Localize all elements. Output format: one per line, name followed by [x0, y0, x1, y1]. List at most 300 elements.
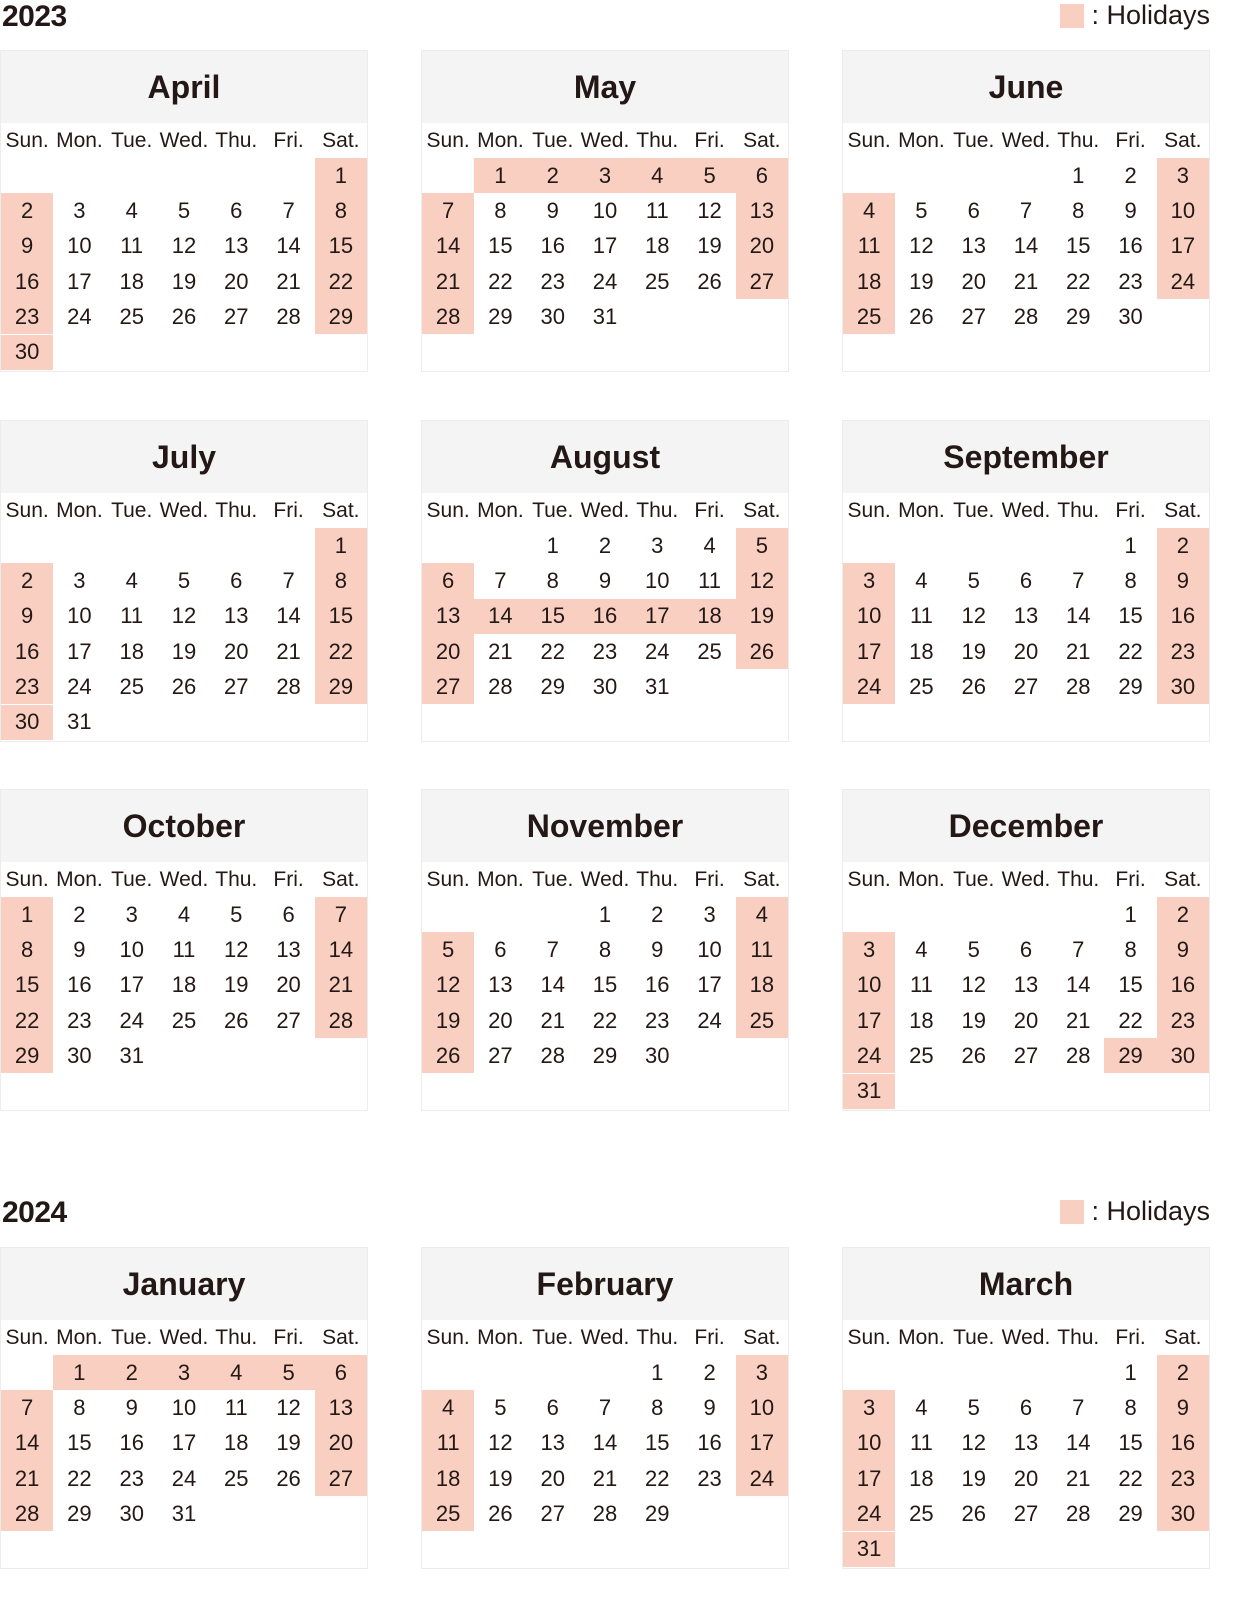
day-cell: 6 [1019, 567, 1033, 593]
day-cell: 5 [494, 1394, 507, 1420]
holiday-day-cell: 2 [106, 1355, 158, 1390]
weekday-label: Tue. [111, 128, 153, 152]
weekday-label: Sat. [743, 498, 781, 522]
weekday-label: Thu. [636, 128, 679, 152]
weekday-label: Fri. [273, 128, 304, 152]
day-cell: 11 [645, 197, 669, 223]
holiday-legend-2024 [1060, 1196, 1210, 1227]
weekday-label: Thu. [215, 498, 258, 522]
day-cell: 21 [276, 268, 301, 294]
day-cell: 3 [73, 567, 86, 593]
weekday-label: Wed. [1001, 128, 1051, 152]
weekday-label: Mon. [898, 867, 945, 891]
holiday-day-cell: 23 [1157, 634, 1209, 669]
holiday-day-cell: 10 [736, 1390, 788, 1425]
day-cell: 7 [1072, 936, 1085, 962]
day-cell: 7 [282, 197, 295, 223]
weekday-label: Tue. [532, 867, 574, 891]
day-cell: 11 [910, 1430, 933, 1456]
day-cell: 17 [119, 972, 144, 998]
day-cell: 3 [651, 532, 664, 558]
day-cell: 6 [230, 567, 243, 593]
weekday-label: Sun. [847, 498, 891, 522]
day-cell: 10 [697, 936, 722, 962]
weekday-label: Wed. [159, 498, 209, 522]
holiday-day-cell: 6 [315, 1355, 367, 1390]
weekday-label: Sat. [743, 128, 781, 152]
holiday-day-cell: 30 [1157, 669, 1209, 704]
holiday-day-cell: 4 [631, 158, 683, 193]
holiday-day-cell: 18 [843, 264, 895, 299]
holiday-day-cell: 29 [1, 1038, 53, 1073]
day-cell: 12 [961, 1430, 986, 1456]
day-cell: 1 [651, 1359, 664, 1385]
holiday-day-cell: 30 [1157, 1038, 1209, 1073]
day-cell: 21 [540, 1007, 565, 1033]
holiday-day-cell: 18 [683, 599, 735, 634]
holiday-day-cell: 21 [315, 968, 367, 1003]
day-cell: 5 [230, 901, 243, 927]
day-cell: 4 [915, 567, 928, 593]
month-january-2024 [0, 1247, 368, 1569]
month-title: February [422, 1248, 788, 1320]
day-cell: 18 [909, 638, 934, 664]
month-december-2023 [842, 789, 1210, 1111]
holiday-day-cell: 12 [422, 968, 474, 1003]
weekday-label: Sun. [426, 498, 470, 522]
day-cell: 15 [1118, 1430, 1143, 1456]
holiday-day-cell: 17 [631, 599, 683, 634]
month-title: April [1, 51, 367, 123]
holiday-day-cell: 13 [422, 599, 474, 634]
day-cell: 27 [1013, 673, 1039, 699]
day-cell: 1 [1072, 162, 1085, 188]
holiday-day-cell: 11 [736, 932, 788, 967]
day-cell: 25 [697, 638, 722, 664]
day-cell: 28 [1066, 673, 1091, 699]
day-cell: 27 [276, 1007, 301, 1033]
day-cell: 29 [1118, 673, 1143, 699]
holiday-day-cell: 9 [1157, 1390, 1209, 1425]
day-cell: 13 [224, 233, 249, 259]
holiday-day-cell: 29 [315, 299, 367, 334]
weekday-label: Sun. [847, 128, 891, 152]
weekday-label: Wed. [1001, 1325, 1051, 1349]
holiday-day-cell: 2 [1157, 897, 1209, 932]
holiday-day-cell: 3 [579, 158, 631, 193]
weekday-label: Wed. [580, 498, 630, 522]
day-cell: 30 [645, 1042, 670, 1068]
day-cell: 24 [592, 268, 618, 294]
day-cell: 7 [282, 567, 295, 593]
holiday-day-cell: 20 [315, 1426, 367, 1461]
day-cell: 29 [67, 1500, 92, 1526]
day-cell: 6 [1019, 1394, 1033, 1420]
day-cell: 11 [120, 233, 144, 259]
day-cell: 23 [592, 638, 618, 664]
day-cell: 25 [224, 1465, 249, 1491]
day-cell: 17 [171, 1430, 197, 1456]
day-cell: 7 [494, 567, 507, 593]
holiday-swatch [1060, 1200, 1084, 1224]
day-cell: 27 [540, 1500, 565, 1526]
day-cell: 9 [651, 936, 664, 962]
holiday-day-cell: 22 [315, 634, 367, 669]
weekday-header [422, 493, 788, 528]
holiday-day-cell: 24 [1157, 264, 1209, 299]
weekday-label: Sun. [5, 1325, 49, 1349]
holiday-day-cell: 19 [422, 1003, 474, 1038]
year-label-2023: 2023 [2, 0, 67, 33]
holiday-day-cell: 1 [1, 897, 53, 932]
weekday-label: Sun. [5, 867, 49, 891]
holiday-legend-2023 [1060, 0, 1210, 31]
holiday-day-cell: 10 [843, 968, 895, 1003]
day-cell: 28 [1066, 1042, 1091, 1068]
day-cell: 10 [119, 936, 144, 962]
month-title: January [1, 1248, 367, 1320]
weekday-label: Wed. [159, 128, 209, 152]
holiday-day-cell: 18 [736, 968, 788, 1003]
day-cell: 1 [546, 532, 559, 558]
day-cell: 27 [1013, 1042, 1039, 1068]
weekday-label: Mon. [477, 498, 524, 522]
day-cell: 20 [961, 268, 986, 294]
day-cell: 13 [961, 233, 986, 259]
day-cell: 10 [67, 603, 92, 629]
weekday-label: Wed. [159, 867, 209, 891]
day-cell: 30 [67, 1042, 92, 1068]
holiday-day-cell: 24 [843, 669, 895, 704]
holiday-legend-label: : Holidays [1091, 0, 1210, 30]
holiday-day-cell: 8 [315, 563, 367, 598]
day-cell: 23 [697, 1465, 722, 1491]
day-cell: 16 [67, 972, 92, 998]
day-cell: 22 [645, 1465, 670, 1491]
day-cell: 21 [1066, 638, 1091, 664]
weekday-label: Fri. [1115, 1325, 1146, 1349]
holiday-day-cell: 3 [736, 1355, 788, 1390]
day-cell: 27 [961, 303, 986, 329]
weekday-label: Tue. [111, 1325, 153, 1349]
day-cell: 13 [540, 1430, 565, 1456]
day-cell: 7 [1072, 1394, 1085, 1420]
day-cell: 28 [276, 673, 301, 699]
holiday-day-cell: 18 [422, 1461, 474, 1496]
weekday-label: Tue. [111, 498, 153, 522]
holiday-day-cell: 10 [843, 599, 895, 634]
holiday-day-cell: 15 [315, 599, 367, 634]
weekday-label: Fri. [1115, 867, 1146, 891]
weekday-label: Mon. [56, 867, 103, 891]
day-cell: 5 [177, 567, 191, 593]
day-cell: 7 [598, 1394, 612, 1420]
weekday-label: Mon. [477, 1325, 524, 1349]
weekday-label: Tue. [953, 128, 995, 152]
day-cell: 14 [1013, 233, 1039, 259]
day-cell: 12 [697, 197, 722, 223]
holiday-day-cell: 9 [1157, 563, 1209, 598]
weekday-label: Tue. [953, 498, 995, 522]
weekday-label: Wed. [580, 128, 630, 152]
holiday-day-cell: 4 [843, 193, 895, 228]
day-cell: 9 [546, 197, 559, 223]
day-cell: 15 [1066, 233, 1091, 259]
day-cell: 22 [592, 1007, 618, 1033]
day-cell: 9 [73, 936, 86, 962]
weekday-label: Sun. [426, 128, 470, 152]
holiday-day-cell: 25 [843, 299, 895, 334]
weekday-label: Sat. [322, 1325, 360, 1349]
day-cell: 25 [119, 673, 144, 699]
weekday-label: Fri. [1115, 498, 1146, 522]
holiday-day-cell: 1 [53, 1355, 105, 1390]
weekday-label: Tue. [532, 128, 574, 152]
day-cell: 12 [171, 603, 197, 629]
day-cell: 5 [967, 936, 980, 962]
weekday-label: Wed. [1001, 867, 1051, 891]
day-cell: 22 [540, 638, 565, 664]
weekday-label: Sat. [743, 1325, 781, 1349]
day-cell: 24 [67, 303, 92, 329]
holiday-day-cell: 2 [1157, 528, 1209, 563]
holiday-day-cell: 24 [736, 1461, 788, 1496]
day-cell: 25 [909, 673, 934, 699]
holiday-day-cell: 8 [1, 932, 53, 967]
day-cell: 20 [224, 638, 249, 664]
month-title: December [843, 790, 1209, 862]
day-cell: 25 [909, 1042, 934, 1068]
holiday-day-cell: 20 [736, 229, 788, 264]
weekday-label: Sun. [847, 1325, 891, 1349]
month-november-2023 [421, 789, 789, 1111]
holiday-day-cell: 27 [736, 264, 788, 299]
day-cell: 20 [1013, 1465, 1039, 1491]
day-cell: 10 [645, 567, 670, 593]
month-title: May [422, 51, 788, 123]
day-cell: 30 [119, 1500, 144, 1526]
weekday-label: Thu. [1057, 498, 1100, 522]
day-cell: 2 [703, 1359, 716, 1385]
weekday-label: Wed. [1001, 498, 1051, 522]
day-cell: 24 [67, 673, 92, 699]
holiday-day-cell: 21 [422, 264, 474, 299]
holiday-day-cell: 14 [1, 1426, 53, 1461]
weekday-header [422, 1320, 788, 1355]
holiday-day-cell: 20 [422, 634, 474, 669]
holiday-day-cell: 3 [843, 932, 895, 967]
holiday-day-cell: 15 [527, 599, 579, 634]
holiday-day-cell: 28 [315, 1003, 367, 1038]
weekday-label: Thu. [215, 128, 258, 152]
day-cell: 27 [224, 303, 249, 329]
day-cell: 12 [224, 936, 249, 962]
day-cell: 14 [540, 972, 565, 998]
holiday-day-cell: 7 [315, 897, 367, 932]
day-cell: 4 [177, 901, 191, 927]
day-cell: 13 [488, 972, 513, 998]
holiday-day-cell: 17 [843, 1003, 895, 1038]
day-cell: 26 [697, 268, 722, 294]
holiday-day-cell: 5 [262, 1355, 314, 1390]
month-title: August [422, 421, 788, 493]
holiday-day-cell: 17 [736, 1426, 788, 1461]
holiday-day-cell: 21 [1, 1461, 53, 1496]
day-cell: 10 [67, 233, 92, 259]
holiday-day-cell: 16 [1157, 1426, 1209, 1461]
holiday-day-cell: 14 [422, 229, 474, 264]
day-cell: 25 [909, 1500, 934, 1526]
holiday-day-cell: 22 [315, 264, 367, 299]
day-cell: 26 [171, 673, 197, 699]
day-cell: 2 [651, 901, 664, 927]
day-cell: 13 [1013, 972, 1039, 998]
holiday-day-cell: 23 [1157, 1003, 1209, 1038]
day-cell: 6 [494, 936, 507, 962]
day-cell: 14 [276, 603, 301, 629]
day-cell: 7 [1019, 197, 1033, 223]
weekday-label: Mon. [898, 128, 945, 152]
day-cell: 12 [961, 972, 986, 998]
day-cell: 5 [967, 567, 980, 593]
day-cell: 17 [67, 268, 92, 294]
day-cell: 22 [67, 1465, 92, 1491]
holiday-day-cell: 14 [474, 599, 526, 634]
month-may-2023 [421, 50, 789, 372]
weekday-header [843, 862, 1209, 897]
day-cell: 15 [592, 972, 618, 998]
day-cell: 26 [488, 1500, 513, 1526]
day-cell: 21 [488, 638, 513, 664]
day-cell: 22 [1118, 1465, 1143, 1491]
weekday-header [422, 123, 788, 158]
day-cell: 18 [171, 972, 197, 998]
holiday-day-cell: 9 [1, 229, 53, 264]
holiday-day-cell: 29 [1104, 1038, 1156, 1073]
day-cell: 27 [1013, 1500, 1039, 1526]
day-cell: 1 [598, 901, 612, 927]
holiday-day-cell: 5 [422, 932, 474, 967]
day-cell: 19 [276, 1430, 301, 1456]
day-cell: 23 [645, 1007, 670, 1033]
day-cell: 19 [171, 268, 197, 294]
holiday-day-cell: 16 [1, 634, 53, 669]
weekday-label: Thu. [636, 867, 679, 891]
holiday-day-cell: 30 [1157, 1496, 1209, 1531]
holiday-day-cell: 2 [1, 563, 53, 598]
day-cell: 18 [119, 268, 144, 294]
weekday-label: Mon. [56, 498, 103, 522]
holiday-day-cell: 3 [1157, 158, 1209, 193]
holiday-day-cell: 6 [736, 158, 788, 193]
day-cell: 28 [1066, 1500, 1091, 1526]
weekday-label: Thu. [215, 1325, 258, 1349]
day-cell: 4 [703, 532, 716, 558]
day-cell: 26 [961, 1042, 986, 1068]
day-cell: 19 [171, 638, 197, 664]
holiday-day-cell: 13 [736, 193, 788, 228]
day-cell: 6 [282, 901, 295, 927]
holiday-day-cell: 16 [1, 264, 53, 299]
weekday-header [843, 1320, 1209, 1355]
day-cell: 19 [488, 1465, 513, 1491]
day-cell: 24 [645, 638, 670, 664]
day-cell: 21 [592, 1465, 618, 1491]
holiday-day-cell: 7 [422, 193, 474, 228]
day-cell: 3 [125, 901, 138, 927]
weekday-header [843, 493, 1209, 528]
holiday-day-cell: 23 [1, 299, 53, 334]
day-cell: 1 [1124, 901, 1137, 927]
day-cell: 18 [645, 233, 670, 259]
day-cell: 12 [909, 233, 934, 259]
day-cell: 14 [276, 233, 301, 259]
holiday-day-cell: 2 [1157, 1355, 1209, 1390]
holiday-day-cell: 23 [1157, 1461, 1209, 1496]
day-cell: 13 [224, 603, 249, 629]
weekday-label: Fri. [273, 1325, 304, 1349]
holiday-day-cell: 9 [1, 599, 53, 634]
holiday-day-cell: 11 [422, 1426, 474, 1461]
day-cell: 8 [651, 1394, 664, 1420]
day-cell: 26 [276, 1465, 301, 1491]
day-cell: 20 [1013, 638, 1039, 664]
weekday-label: Fri. [694, 867, 725, 891]
holiday-day-cell: 8 [315, 193, 367, 228]
day-cell: 6 [546, 1394, 559, 1420]
weekday-label: Sat. [743, 867, 781, 891]
holiday-day-cell: 31 [843, 1532, 895, 1567]
month-september-2023 [842, 420, 1210, 742]
day-cell: 20 [224, 268, 249, 294]
holiday-day-cell: 28 [1, 1496, 53, 1531]
holiday-day-cell: 15 [1, 968, 53, 1003]
holiday-day-cell: 10 [843, 1426, 895, 1461]
day-cell: 8 [1124, 567, 1137, 593]
weekday-label: Sun. [426, 1325, 470, 1349]
day-cell: 16 [1118, 233, 1143, 259]
weekday-label: Sun. [426, 867, 470, 891]
day-cell: 2 [73, 901, 86, 927]
holiday-day-cell: 7 [1, 1390, 53, 1425]
day-cell: 22 [488, 268, 513, 294]
day-cell: 1 [1124, 1359, 1137, 1385]
weekday-label: Sun. [5, 498, 49, 522]
weekday-label: Sat. [1164, 498, 1202, 522]
year-label-2024: 2024 [2, 1196, 67, 1229]
holiday-day-cell: 10 [1157, 193, 1209, 228]
day-cell: 20 [276, 972, 301, 998]
day-cell: 8 [494, 197, 507, 223]
day-cell: 30 [592, 673, 618, 699]
day-cell: 5 [177, 197, 191, 223]
day-cell: 11 [172, 936, 196, 962]
month-february-2024 [421, 1247, 789, 1569]
day-cell: 13 [1013, 603, 1039, 629]
weekday-label: Fri. [273, 498, 304, 522]
holiday-day-cell: 4 [422, 1390, 474, 1425]
day-cell: 5 [967, 1394, 980, 1420]
day-cell: 25 [119, 303, 144, 329]
holiday-day-cell: 1 [315, 528, 367, 563]
holiday-day-cell: 29 [315, 669, 367, 704]
weekday-label: Fri. [273, 867, 304, 891]
day-cell: 21 [1066, 1465, 1091, 1491]
day-cell: 22 [1118, 638, 1143, 664]
holiday-day-cell: 25 [736, 1003, 788, 1038]
day-cell: 4 [915, 1394, 928, 1420]
day-cell: 20 [540, 1465, 565, 1491]
